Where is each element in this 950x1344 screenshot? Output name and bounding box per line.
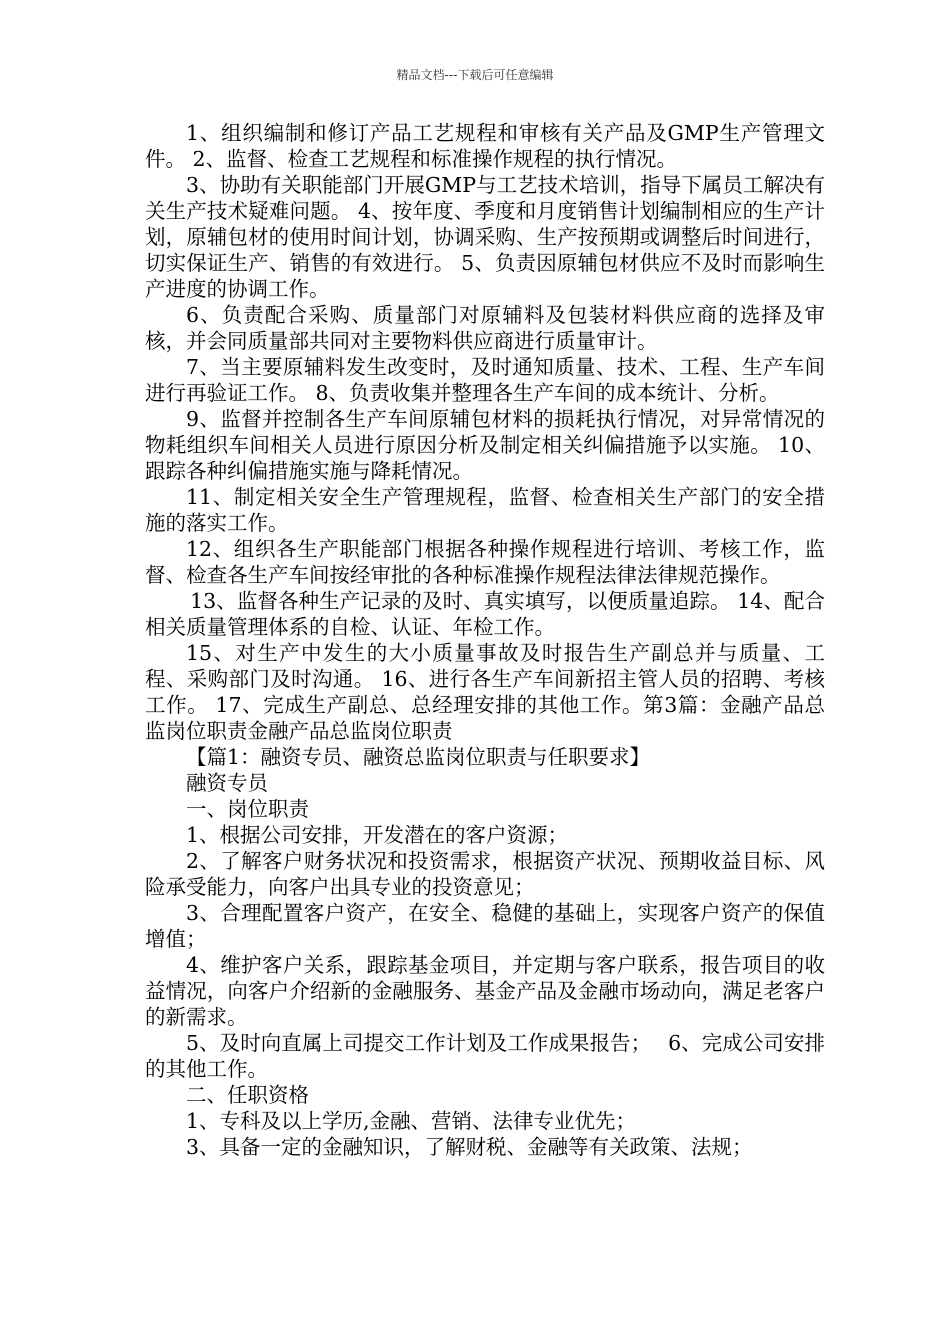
qualification-item-3: 3、具备一定的金融知识，了解财税、金融等有关政策、法规； [186, 1135, 753, 1159]
qualification-item-1: 1、专科及以上学历,金融、营销、法律专业优先； [186, 1109, 637, 1133]
paragraph-7: 12、组织各生产职能部门根据各种操作规程进行培训、考核工作，监督、检查各生产车间按经审批的各种标准操作规程法律法律规范操作。 [145, 537, 825, 587]
duty-item-5: 5、及时向直属上司提交工作计划及工作成果报告； 6、完成公司安排的其他工作。 [145, 1031, 825, 1081]
duty-item-1: 1、根据公司安排，开发潜在的客户资源； [186, 823, 569, 847]
paragraph-3: 6、负责配合采购、质量部门对原辅料及包装材料供应商的选择及审核，并会同质量部共同对主要物料供应商进行质量审计。 [145, 303, 825, 353]
paragraph-5: 9、监督并控制各生产车间原辅包材料的损耗执行情况，对异常情况的物耗组织车间相关人员进行原因分析及制定相关纠偏措施予以实施。 10、跟踪各种纠偏措施实施与降耗情况。 [145, 407, 825, 483]
paragraph-8: 13、监督各种生产记录的及时、真实填写，以便质量追踪。 14、配合相关质量管理体系的自检、认证、年检工作。 [145, 589, 825, 639]
role-title: 融资专员 [186, 771, 268, 795]
paragraph-2: 3、协助有关职能部门开展GMP与工艺技术培训，指导下属员工解决有关生产技术疑难问题。 4、按年度、季度和月度销售计划编制相应的生产计划，原辅包材的使用时间计划，协调采购、生产按预期或调整后时间进行，切实保证生产、销售的有效进行。 5、负责因原辅包材供应不及时而影响生产进度的协调工作。 [145, 173, 825, 301]
paragraph-4: 7、当主要原辅料发生改变时，及时通知质量、技术、工程、生产车间进行再验证工作。 8、负责收集并整理各生产车间的成本统计、分析。 [145, 355, 825, 405]
document-body [145, 120, 825, 1160]
paragraph-9: 15、对生产中发生的大小质量事故及时报告生产副总并与质量、工程、采购部门及时沟通。 16、进行各生产车间新招主管人员的招聘、考核工作。 17、完成生产副总、总经理安排的其他工作。第3篇：金融产品总监岗位职责金融产品总监岗位职责 [145, 641, 825, 743]
page-header: 精品文档---下载后可任意编辑 [396, 68, 554, 82]
duty-item-4: 4、维护客户关系，跟踪基金项目，并定期与客户联系，报告项目的收益情况，向客户介绍新的金融服务、基金产品及金融市场动向，满足老客户的新需求。 [145, 953, 825, 1029]
section-heading: 【篇1：融资专员、融资总监岗位职责与任职要求】 [186, 745, 651, 769]
paragraph-6: 11、制定相关安全生产管理规程，监督、检查相关生产部门的安全措施的落实工作。 [145, 485, 825, 535]
duty-item-2: 2、了解客户财务状况和投资需求，根据资产状况、预期收益目标、风险承受能力，向客户出具专业的投资意见； [145, 849, 825, 899]
subsection-duties: 一、岗位职责 [186, 797, 309, 821]
paragraph-1: 1、组织编制和修订产品工艺规程和审核有关产品及GMP生产管理文件。 2、监督、检查工艺规程和标准操作规程的执行情况。 [145, 121, 825, 171]
duty-item-3: 3、合理配置客户资产，在安全、稳健的基础上，实现客户资产的保值增值； [145, 901, 825, 951]
subsection-qualifications: 二、任职资格 [186, 1083, 309, 1107]
